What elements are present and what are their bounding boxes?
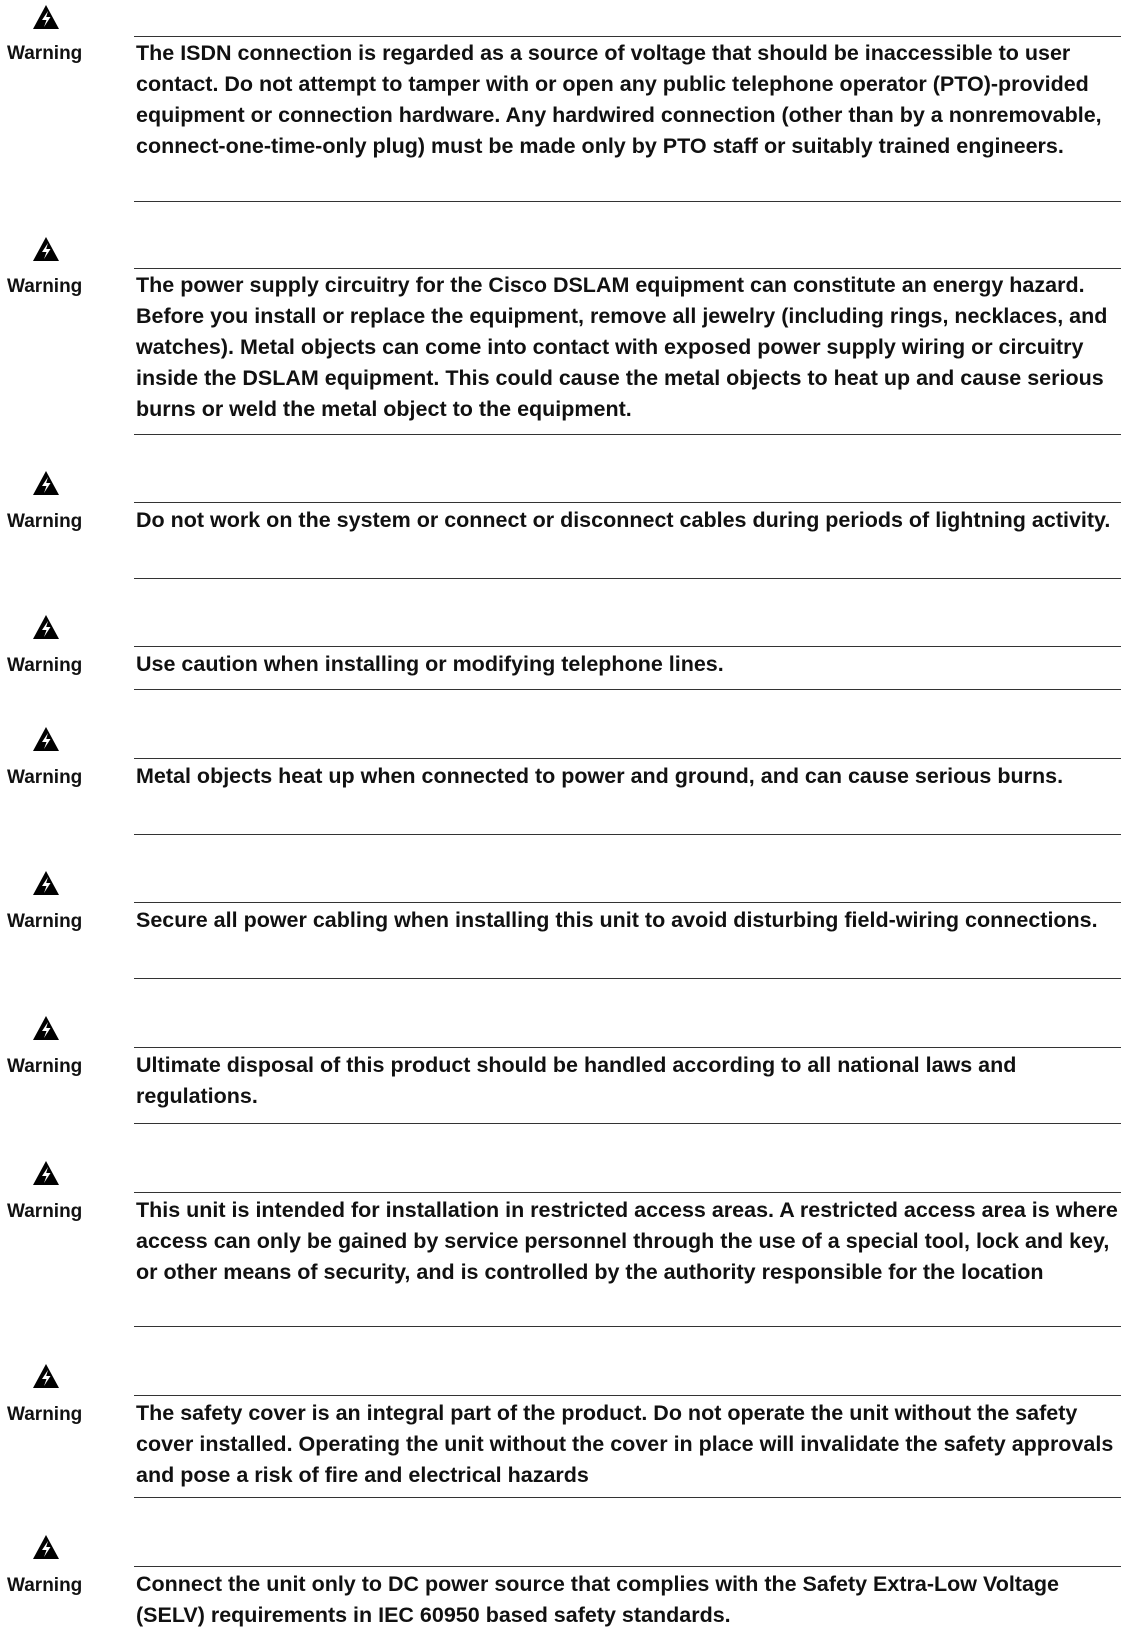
- warning-text: The power supply circuitry for the Cisco DSLAM equipment can constitute an energy hazard. Before you install or replace the equipment, remove all jewelry (including rings, necklaces, and watches). Metal objects can come into contact with exposed power supply wiring or circuitry inside the DSLAM equipment. This could cause the metal objects to heat up and cause serious burns or weld the metal object to the equipment.: [136, 273, 1108, 421]
- warning-label: Warning: [7, 655, 83, 676]
- warning-rule-bottom: [134, 1326, 1121, 1327]
- warning-rule-top: [134, 902, 1121, 903]
- warning-rule-top: [134, 502, 1121, 503]
- warning-text: The safety cover is an integral part of the product. Do not operate the unit without the safety cover installed. Operating the unit without the cover in place will invalidate the safety approvals and pose a risk of fire and electrical hazards: [136, 1401, 1114, 1487]
- warning-lightning-icon: [32, 236, 60, 262]
- warning-rule-top: [134, 758, 1121, 759]
- warning-lightning-icon: [32, 1015, 60, 1041]
- warning-label: Warning: [7, 911, 83, 932]
- warning-label: Warning: [7, 1201, 83, 1222]
- warning-lightning-icon: [32, 1363, 60, 1389]
- warning-rule-top: [134, 1395, 1121, 1396]
- warning-rule-bottom: [134, 834, 1121, 835]
- warning-rule-bottom: [134, 689, 1121, 690]
- warning-rule-bottom: [134, 1123, 1121, 1124]
- warning-rule-top: [134, 36, 1121, 37]
- warning-lightning-icon: [32, 470, 60, 496]
- warning-label: Warning: [7, 276, 83, 297]
- warning-label: Warning: [7, 1575, 83, 1596]
- warning-text: Do not work on the system or connect or disconnect cables during periods of lightning activity.: [136, 508, 1111, 532]
- warning-rule-bottom: [134, 578, 1121, 579]
- warning-rule-top: [134, 1047, 1121, 1048]
- warning-text: Use caution when installing or modifying telephone lines.: [136, 652, 724, 676]
- warning-lightning-icon: [32, 870, 60, 896]
- warning-label: Warning: [7, 767, 83, 788]
- warning-text: Secure all power cabling when installing this unit to avoid disturbing field-wiring connections.: [136, 908, 1098, 932]
- warning-lightning-icon: [32, 4, 60, 30]
- warning-lightning-icon: [32, 1534, 60, 1560]
- warning-rule-bottom: [134, 201, 1121, 202]
- warning-label: Warning: [7, 511, 83, 532]
- warning-text: Connect the unit only to DC power source that complies with the Safety Extra-Low Voltage (SELV) requirements in IEC 60950 based safety standards.: [136, 1572, 1060, 1627]
- warning-rule-bottom: [134, 978, 1121, 979]
- warning-rule-bottom: [134, 434, 1121, 435]
- warning-label: Warning: [7, 1056, 83, 1077]
- warning-rule-top: [134, 646, 1121, 647]
- warning-rule-top: [134, 1566, 1121, 1567]
- warning-rule-bottom: [134, 1497, 1121, 1498]
- warning-lightning-icon: [32, 614, 60, 640]
- warning-rule-top: [134, 268, 1121, 269]
- warning-rule-top: [134, 1192, 1121, 1193]
- warning-lightning-icon: [32, 726, 60, 752]
- warning-text: This unit is intended for installation in restricted access areas. A restricted access area is where access can only be gained by service personnel through the use of a special tool, lock and key, or other means of security, and is controlled by the authority responsible for the location: [136, 1198, 1118, 1284]
- warning-text: The ISDN connection is regarded as a source of voltage that should be inaccessible to user contact. Do not attempt to tamper with or open any public telephone operator (PTO)-provided equipment or connection hardware. Any hardwired connection (other than by a nonremovable, connect-one-time-only plug) must be made only by PTO staff or suitably trained engineers.: [136, 41, 1102, 158]
- warning-label: Warning: [7, 43, 83, 64]
- warning-label: Warning: [7, 1404, 83, 1425]
- warning-text: Metal objects heat up when connected to power and ground, and can cause serious burns.: [136, 764, 1064, 788]
- warning-text: Ultimate disposal of this product should be handled according to all national laws and regulations.: [136, 1053, 1017, 1108]
- warning-lightning-icon: [32, 1160, 60, 1186]
